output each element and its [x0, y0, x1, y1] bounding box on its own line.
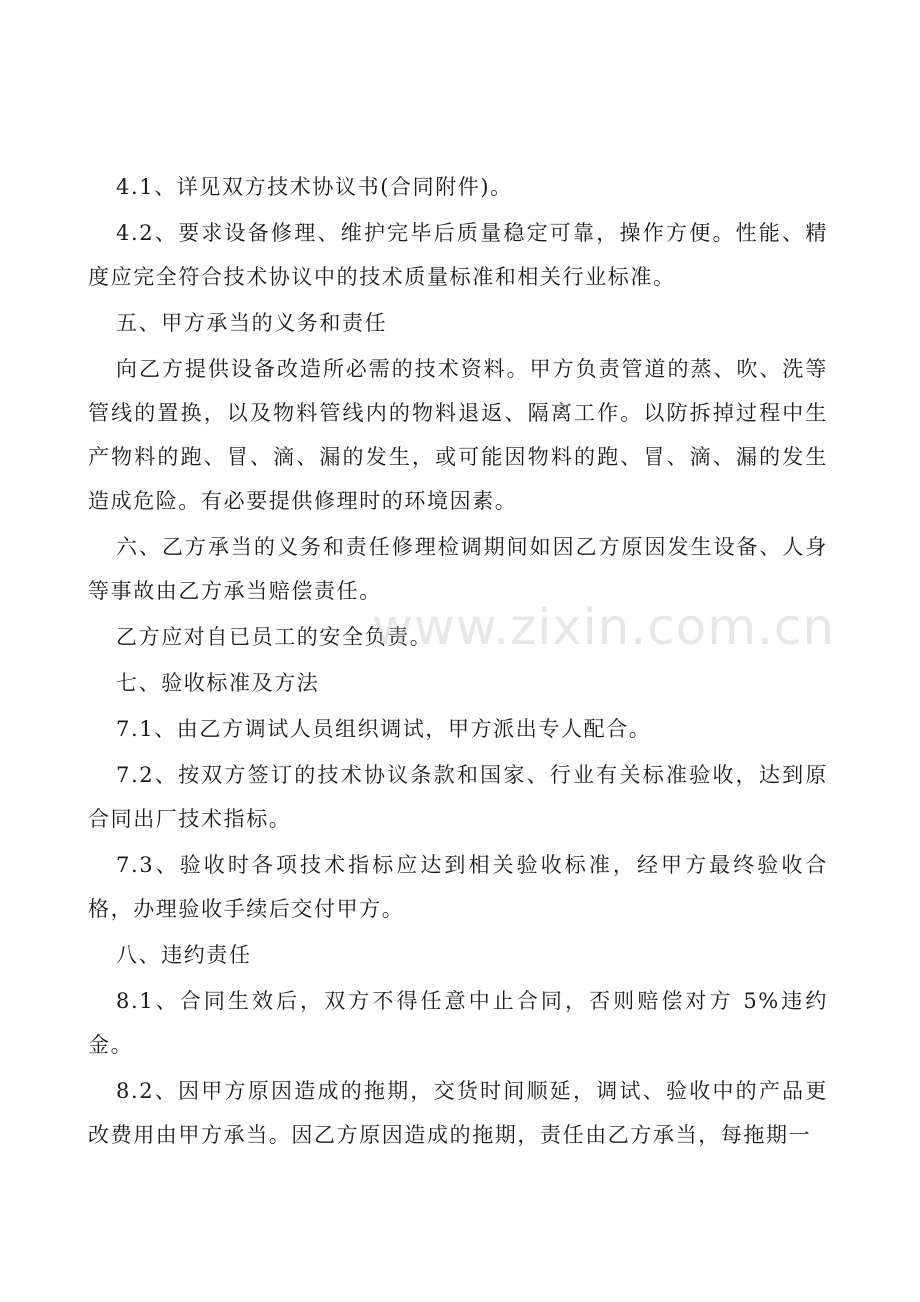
section-heading-6: 六、乙方承当的义务和责任修理检调期间如因乙方原因发生设备、人身等事故由乙方承当赔偿责任。	[88, 535, 828, 603]
paragraph-7-3: 7.3、验收时各项技术指标应达到相关验收标准，经甲方最终验收合格，办理验收手续后交付甲方。	[88, 853, 828, 921]
section-heading-8: 八、违约责任	[116, 943, 252, 967]
section-heading-7: 七、验收标准及方法	[116, 671, 320, 695]
paragraph-7-1: 7.1、由乙方调试人员组织调试，甲方派出专人配合。	[116, 717, 652, 741]
section-heading-5: 五、甲方承当的义务和责任	[116, 311, 388, 335]
paragraph-8-2: 8.2、因甲方原因造成的拖期，交货时间顺延，调试、验收中的产品更改费用由甲方承当。因乙方原因造成的拖期，责任由乙方承当，每拖期一	[88, 1079, 828, 1147]
watermark-text: www.zixin.com.cn	[372, 598, 836, 656]
paragraph-4-2: 4.2、要求设备修理、维护完毕后质量稳定可靠，操作方便。性能、精度应完全符合技术协议中的技术质量标准和相关行业标准。	[88, 221, 828, 289]
paragraph-section-5-body: 向乙方提供设备改造所必需的技术资料。甲方负责管道的蒸、吹、洗等管线的置换，以及物料管线内的物料退返、隔离工作。以防拆掉过程中生产物料的跑、冒、滴、漏的发生，或可能因物料的跑、冒、滴、漏的发生造成危险。有必要提供修理时的环境因素。	[88, 357, 828, 513]
document-body	[88, 165, 828, 1157]
paragraph-8-1: 8.1、合同生效后，双方不得任意中止合同，否则赔偿对方 5%违约金。	[88, 989, 828, 1057]
paragraph-7-2: 7.2、按双方签订的技术协议条款和国家、行业有关标准验收，达到原合同出厂技术指标。	[88, 763, 828, 831]
paragraph-4-1: 4.1、详见双方技术协议书(合同附件)。	[116, 175, 513, 199]
paragraph-section-6-body: 乙方应对自已员工的安全负责。	[116, 625, 433, 649]
